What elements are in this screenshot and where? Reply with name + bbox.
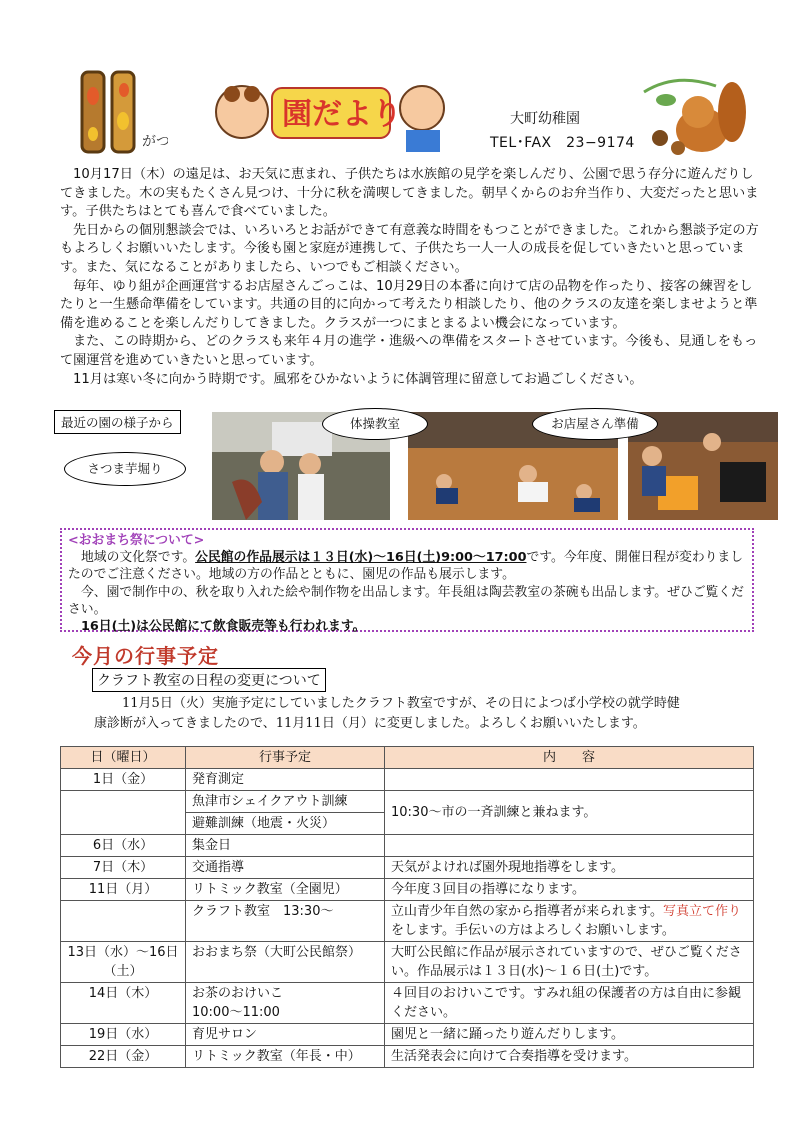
intro-paragraph: 先日からの個別懇談会では、いろいろとお話ができて有意義な時間をもつことができました。これから懇談予定の方もよろしくお願いいたします。今後も園と家庭が連携して、子供たち一人一人の成長を促していきたいと思っています。また、気になることがありましたら、いつでもご相談ください。 (60, 222, 759, 275)
table-row: 6日（水） 集金日 (61, 835, 754, 857)
caption-sweet-potato: さつま芋堀り (64, 452, 186, 486)
festival-line-1: 地域の文化祭です。公民館の作品展示は１３日(水)〜16日(土)9:00〜17:00です。今年度、開催日程が変わりましたのでご注意ください。地域の方の作品とともに、園児の作品も展示します。 (68, 550, 744, 583)
newsletter-title: 園だより (282, 97, 402, 132)
intro-paragraph: 10月17日（木）の遠足は、お天気に恵まれ、子供たちは水族館の見学を楽しんだり、公園で思う存分に遊んだりしてきました。木の実もたくさん見つけ、十分に秋を満喫してきました。朝早くからのお弁当作り、大変だったと思います。子供たちはとても喜んで食べていました。 (60, 167, 759, 220)
festival-line-3: 16日(土)は公民館にて飲食販売等も行われます。 (81, 619, 366, 635)
school-name: 大町幼稚園 (510, 111, 580, 127)
table-row: 11日（月） リトミック教室（全園児） 今年度３回目の指導になります。 (61, 879, 754, 901)
table-row: 19日（水） 育児サロン 園児と一緒に踊ったり遊んだりします。 (61, 1024, 754, 1046)
table-row: クラフト教室 13:30〜 立山青少年自然の家から指導者が来られます。写真立て作りをします。手伝いの方はよろしくお願いします。 (61, 901, 754, 942)
school-phone: TEL･FAX 23−9174 (490, 135, 635, 151)
table-header-row (61, 747, 754, 769)
table-row: 13日（水）〜16日（土） おおまち祭（大町公民館祭） 大町公民館に作品が展示されていますので、ぜひご覧ください。作品展示は１３日(水)〜１６日(土)です。 (61, 942, 754, 983)
table-row: 避難訓練（地震・火災） (61, 813, 754, 835)
events-table (60, 746, 754, 1068)
month-suffix: がつ (142, 134, 168, 150)
intro-text (60, 166, 760, 389)
table-row: 22日（金） リトミック教室（年長・中） 生活発表会に向けて合奏指導を受けます。 (61, 1046, 754, 1068)
photo-section-label: 最近の園の様子から (54, 410, 181, 434)
header-event: 行事予定 (186, 747, 385, 769)
festival-notice (60, 528, 754, 635)
intro-paragraph: また、この時期から、どのクラスも来年４月の進学・進級への準備をスタートさせています。今後も、見通しをもって園運営を進めていきたいと思っています。 (60, 334, 758, 368)
table-row: 1日（金） 発育測定 (61, 769, 754, 791)
table-row: 14日（木） お茶のおけいこ 10:00〜11:00 ４回目のおけいこです。すみれ組の保護者の方は自由に参観ください。 (61, 983, 754, 1024)
month-number-graphic (78, 66, 168, 162)
header-date: 日（曜日） (61, 747, 186, 769)
squirrel-illustration (636, 72, 754, 160)
highlight-photo-frame: 写真立て作り (662, 904, 741, 919)
events-title: 今月の行事予定 (72, 644, 219, 668)
caption-gym-class: 体操教室 (322, 408, 428, 440)
newsletter-title-banner (210, 74, 450, 156)
intro-paragraph: 11月は寒い冬に向かう時期です。風邪をひかないように体調管理に留意してお過ごしください。 (73, 371, 643, 387)
header-detail: 内 容 (385, 747, 754, 769)
festival-heading: <おおまち祭について> (68, 533, 205, 548)
table-row: 7日（木） 交通指導 天気がよければ園外現地指導をします。 (61, 857, 754, 879)
table-row: 魚津市シェイクアウト訓練 10:30〜市の一斉訓練と兼ねます。 (61, 791, 754, 813)
craft-change-title: クラフト教室の日程の変更について (92, 668, 326, 692)
festival-exhibit-dates: 公民館の作品展示は１３日(水)〜16日(土)9:00〜17:00 (195, 550, 527, 566)
caption-shop-preparation: お店屋さん準備 (532, 408, 658, 440)
craft-change-note: 11月5日（火）実施予定にしていましたクラフト教室ですが、その日によつば小学校の就学時健 康診断が入ってきましたので、11月11日（月）に変更しました。よろしくお願いいたします。 (94, 696, 680, 731)
intro-paragraph: 毎年、ゆり組が企画運営するお店屋さんごっこは、10月29日の本番に向けて店の品物を作ったり、接客の練習をしたりと一生懸命準備をしています。共通の目的に向かって考えたり相談したり、他のクラスの友達を楽しませようと準備を進めることを楽しんだりしてきました。クラスが一つにまとまるよい機会になっています。 (60, 278, 758, 331)
festival-line-2: 今、園で制作中の、秋を取り入れた絵や制作物を出品します。年長組は陶芸教室の茶碗も出品します。ぜひご覧ください。 (68, 584, 744, 617)
